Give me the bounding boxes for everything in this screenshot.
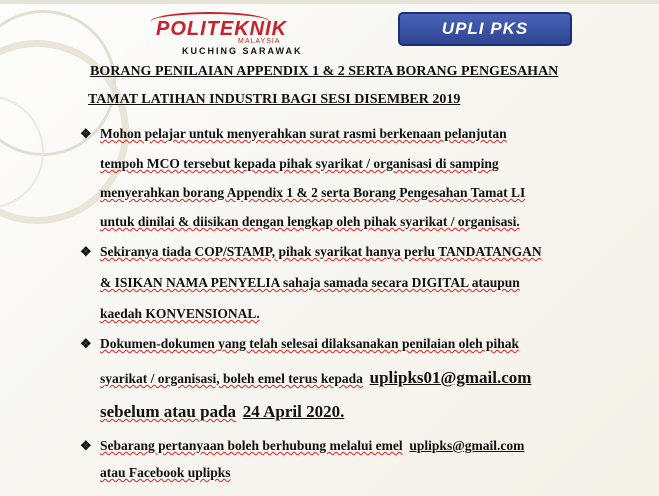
diamond-bullet-icon: ❖ [80, 438, 92, 453]
logo-subtitle: MALAYSIA [238, 38, 281, 45]
top-border [0, 0, 659, 4]
diamond-bullet-icon: ❖ [80, 126, 92, 141]
bullet-3-line-3 [100, 402, 344, 422]
bullet-4-line-2: atau Facebook uplipks [100, 465, 231, 480]
bullet-2-line-2: & ISIKAN NAMA PENYELIA sahaja samada secara DIGITAL ataupun [100, 275, 520, 290]
bullet-4-line-1-text: Sebarang pertanyaan boleh berhubung melalui emel [100, 438, 403, 453]
logo-location: KUCHING SARAWAK [182, 46, 303, 56]
heading-line-1: BORANG PENILAIAN APPENDIX 1 & 2 SERTA BORANG PENGESAHAN [90, 64, 559, 79]
bullet-3-line-2-text: syarikat / organisasi, boleh emel terus kepada [100, 371, 363, 386]
bullet-2-line-3: kaedah KONVENSIONAL. [100, 306, 260, 321]
bullet-3-deadline-prefix: sebelum atau pada [100, 402, 237, 421]
decorative-arc [0, 10, 116, 156]
politeknik-logo [150, 18, 330, 56]
email-link-uplipks01[interactable]: uplipks01@gmail.com [369, 368, 532, 387]
bullet-3-deadline-date: 24 April 2020. [242, 402, 345, 421]
logo-title: POLITEKNIK [156, 18, 288, 40]
bullet-4-line-1 [100, 438, 524, 454]
bullet-1-line-2: tempoh MCO tersebut kepada pihak syarikat / organisasi di samping [100, 156, 499, 171]
bullet-2-line-1: Sekiranya tiada COP/STAMP, pihak syarikat hanya perlu TANDATANGAN [100, 244, 542, 259]
heading-line-2: TAMAT LATIHAN INDUSTRI BAGI SESI DISEMBER 2019 [88, 92, 461, 107]
decorative-arc [0, 95, 44, 209]
bullet-1-line-1: Mohon pelajar untuk menyerahkan surat rasmi berkenaan pelanjutan [100, 126, 507, 141]
upli-pks-badge: UPLI PKS [398, 12, 572, 46]
diamond-bullet-icon: ❖ [80, 336, 92, 351]
diamond-bullet-icon: ❖ [80, 244, 92, 259]
bullet-3-line-1: Dokumen-dokumen yang telah selesai dilaksanakan penilaian oleh pihak [100, 336, 519, 351]
bullet-3-line-2 [100, 368, 531, 388]
bullet-1-line-3: menyerahkan borang Appendix 1 & 2 serta Borang Pengesahan Tamat LI [100, 185, 526, 200]
email-link-uplipks[interactable]: uplipks@gmail.com [409, 438, 525, 453]
bullet-1-line-4: untuk dinilai & diisikan dengan lengkap oleh pihak syarikat / organisasi. [100, 214, 520, 229]
